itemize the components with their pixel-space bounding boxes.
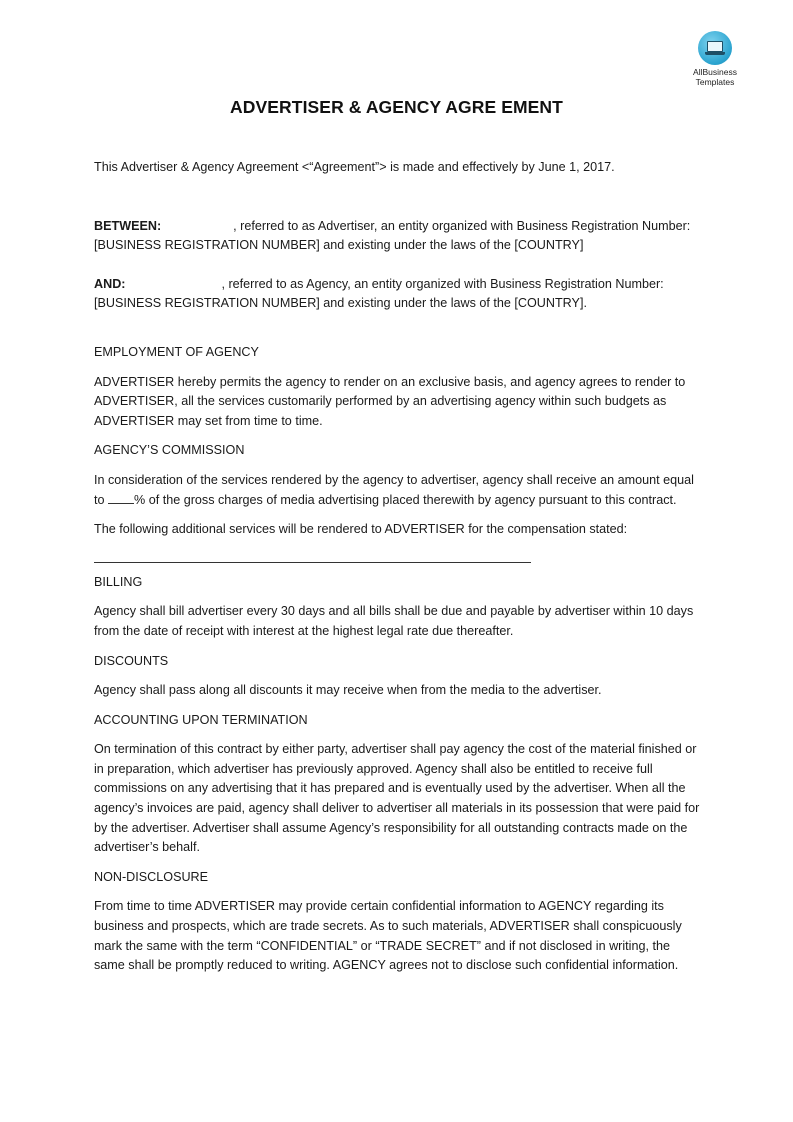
discounts-heading: DISCOUNTS xyxy=(94,653,169,668)
logo-text xyxy=(676,67,754,87)
commission-body xyxy=(94,471,702,510)
billing-body: Agency shall bill advertiser every 30 days and all bills shall be due and payable by advertiser within 10 days from the date of receipt with interest at the highest legal rate due thereafter. xyxy=(94,604,694,638)
nondisclosure-heading: NON-DISCLOSURE xyxy=(94,869,209,884)
employment-body: ADVERTISER hereby permits the agency to render on an exclusive basis, and agency agrees to render to ADVERTISER, all the services customarily performed by an advertising agency within such budgets as ADVERTISER may set from time to time. xyxy=(94,374,686,428)
billing-heading: BILLING xyxy=(94,574,143,589)
document-body xyxy=(94,158,702,986)
and-text: , referred to as Agency, an entity organized with Business Registration Number: [BUSINESS REGISTRATION NUMBER] and existing under the laws of the [COUNTRY]. xyxy=(94,276,664,311)
commission-heading: AGENCY’S COMMISSION xyxy=(94,443,245,458)
accounting-body: On termination of this contract by either party, advertiser shall pay agency the cost of the material finished or in preparation, which advertiser has previously approved. Agency shall also be entitled to receive full commissions on any advertising that it has prepared and is eventually used by the advertiser. When all the agency’s invoices are paid, agency shall deliver to advertiser all materials in its possession that were paid for by the advertiser. Advertiser shall assume Agency’s responsibility for all outstanding contracts made on the advertiser’s behalf. xyxy=(94,742,700,855)
logo-line-2: Templates xyxy=(695,77,735,87)
allbusiness-templates-logo xyxy=(676,31,754,87)
commission-percent-blank xyxy=(108,492,134,504)
commission-body-before: In consideration of the services rendered by the agency to advertiser, agency shall receive an amount equal to xyxy=(94,472,694,507)
employment-heading: EMPLOYMENT OF AGENCY xyxy=(94,344,259,359)
discounts-body: Agency shall pass along all discounts it may receive when from the media to the advertiser. xyxy=(94,683,602,698)
additional-services-line xyxy=(94,550,531,563)
accounting-heading: ACCOUNTING UPON TERMINATION xyxy=(94,712,308,727)
nondisclosure-body: From time to time ADVERTISER may provide certain confidential information to AGENCY regarding its business and prospects, which are trade secrets. As to such materials, ADVERTISER shall conspicuously mark the same with the term “CONFIDENTIAL” or “TRADE SECRET” and if not disclosed in writing, the same shall be promptly reduced to writing. AGENCY agrees not to disclose such confidential information. xyxy=(94,899,682,973)
between-paragraph xyxy=(94,217,702,256)
laptop-icon xyxy=(698,31,732,65)
between-label: BETWEEN: xyxy=(94,218,162,233)
and-label: AND: xyxy=(94,276,126,291)
logo-line-1: AllBusiness xyxy=(693,67,737,77)
additional-services-text: The following additional services will be rendered to ADVERTISER for the compensation stated: xyxy=(94,522,628,537)
intro-paragraph: This Advertiser & Agency Agreement <“Agreement”> is made and effectively by June 1, 2017. xyxy=(94,160,615,174)
between-text: , referred to as Advertiser, an entity organized with Business Registration Number: [BUSINESS REGISTRATION NUMBER] and existing under the laws of the [COUNTRY] xyxy=(94,218,691,253)
document-title: ADVERTISER & AGENCY AGRE EMENT xyxy=(230,97,563,117)
commission-body-after: % of the gross charges of media advertising placed therewith by agency pursuant to this contract. xyxy=(134,492,677,507)
and-paragraph xyxy=(94,275,702,314)
